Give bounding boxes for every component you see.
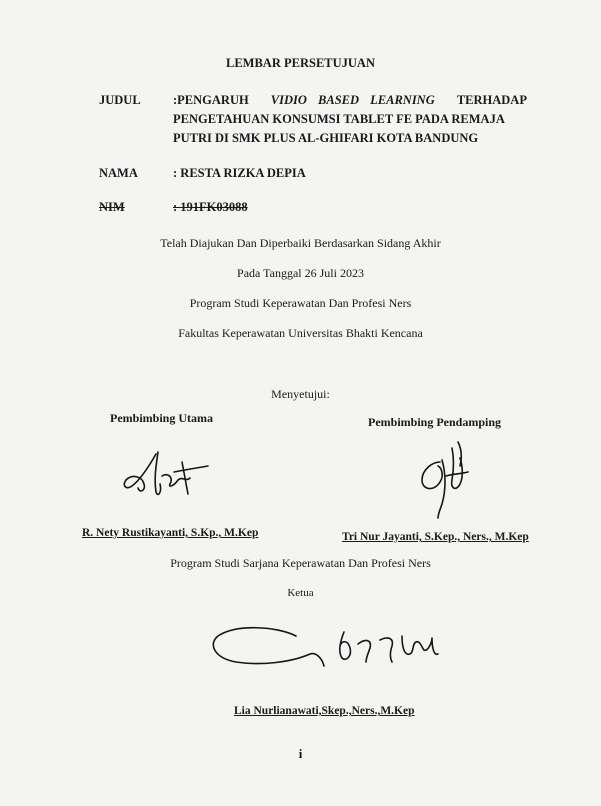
judul-prefix: :PENGARUH	[173, 93, 249, 107]
info-line-2: Pada Tanggal 26 Juli 2023	[237, 266, 364, 280]
ketua-label: Ketua	[287, 587, 314, 599]
nama-label: NAMA	[99, 166, 138, 180]
nim-label: NIM	[99, 200, 125, 214]
menyetujui-label: Menyetujui:	[271, 387, 330, 401]
pembimbing-utama-name: R. Nety Rustikayanti, S.Kp., M.Kep	[82, 527, 259, 539]
judul-line-2: PENGETAHUAN KONSUMSI TABLET FE PADA REMAJA	[173, 112, 505, 126]
info-line-1: Telah Diajukan Dan Diperbaiki Berdasarkan Sidang Akhir	[160, 236, 441, 250]
signature-ketua	[206, 618, 466, 688]
pembimbing-pendamping-role: Pembimbing Pendamping	[368, 415, 502, 429]
pembimbing-utama-role: Pembimbing Utama	[110, 411, 213, 425]
judul-line-3: PUTRI DI SMK PLUS AL-GHIFARI KOTA BANDUNG	[173, 131, 479, 145]
prodi-label: Program Studi Sarjana Keperawatan Dan Profesi Ners	[170, 556, 431, 570]
info-line-4: Fakultas Keperawatan Universitas Bhakti Kencana	[178, 326, 423, 340]
page-number: i	[298, 746, 303, 761]
info-line-3: Program Studi Keperawatan Dan Profesi Ners	[189, 296, 412, 310]
ketua-name: Lia Nurlianawati,Skep.,Ners.,M.Kep	[234, 705, 415, 717]
signature-pembimbing-pendamping	[412, 440, 492, 520]
page-title: LEMBAR PERSETUJUAN	[226, 56, 375, 70]
judul-label: JUDUL	[99, 93, 141, 107]
judul-italic: VIDIO BASED LEARNING	[270, 93, 435, 107]
nim-value: : 191FK03088	[173, 200, 248, 214]
judul-suffix: TERHADAP	[456, 93, 527, 107]
nama-value: : RESTA RIZKA DEPIA	[173, 166, 306, 180]
pembimbing-pendamping-name: Tri Nur Jayanti, S.Kep., Ners., M.Kep	[342, 531, 529, 543]
judul-line-1	[173, 93, 527, 108]
signature-pembimbing-utama	[118, 448, 218, 508]
